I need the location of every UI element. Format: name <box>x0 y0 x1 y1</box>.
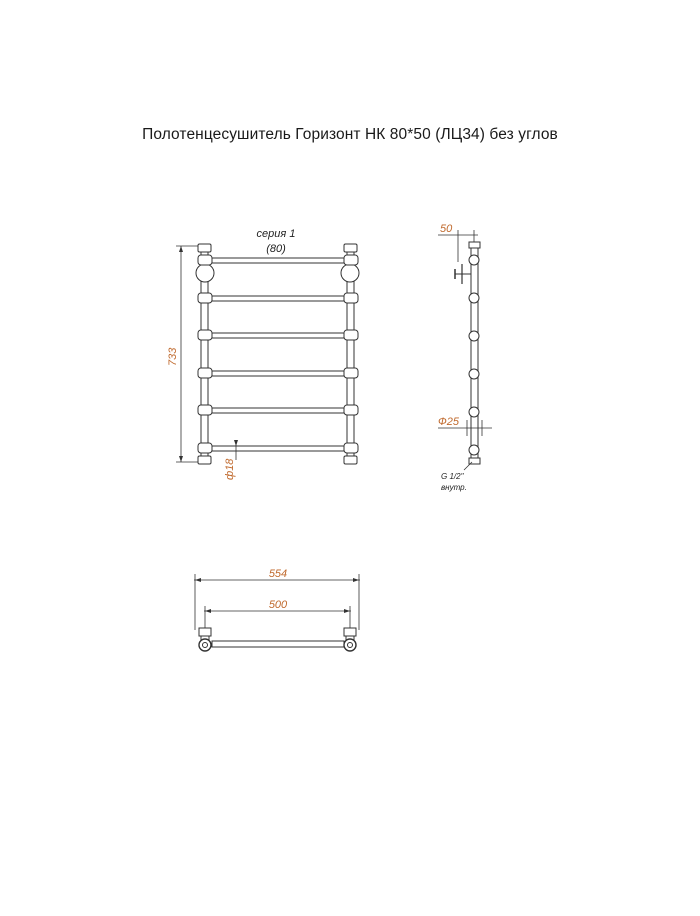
rail-end-4 <box>469 369 479 379</box>
series-value: (80) <box>266 243 286 255</box>
front-view <box>176 244 359 464</box>
series-label: серия 1 <box>256 228 296 240</box>
page-title: Полотенцесушитель Горизонт НК 80*50 (ЛЦ34) без углов <box>142 126 558 143</box>
center-distance-label: 500 <box>268 599 288 611</box>
rail-end-6 <box>469 445 479 455</box>
side-view <box>438 230 492 470</box>
rail-3 <box>198 330 358 340</box>
rail-6 <box>198 443 358 453</box>
rail-end-2 <box>469 293 479 303</box>
overall-width-label: 554 <box>268 568 288 580</box>
side-diameter-label: Ф25 <box>438 416 459 428</box>
offset-dimension-label: 50 <box>440 223 453 235</box>
top-view <box>194 574 360 651</box>
left-connector <box>199 628 211 651</box>
right-connector <box>344 628 356 651</box>
right-collector <box>341 244 359 464</box>
wall-bracket <box>455 264 471 284</box>
pipe-diameter-label: ф18 <box>224 458 236 480</box>
rail-1 <box>198 255 358 265</box>
rail-4 <box>198 368 358 378</box>
thread-type-label: внутр. <box>441 483 467 492</box>
rail-end-3 <box>469 331 479 341</box>
height-dimension-label: 733 <box>167 347 179 366</box>
left-collector <box>196 244 214 464</box>
rail-end-1 <box>469 255 479 265</box>
rail-2 <box>198 293 358 303</box>
rail-5 <box>198 405 358 415</box>
rail-end-5 <box>469 407 479 417</box>
thread-label: G 1/2" <box>441 472 464 481</box>
